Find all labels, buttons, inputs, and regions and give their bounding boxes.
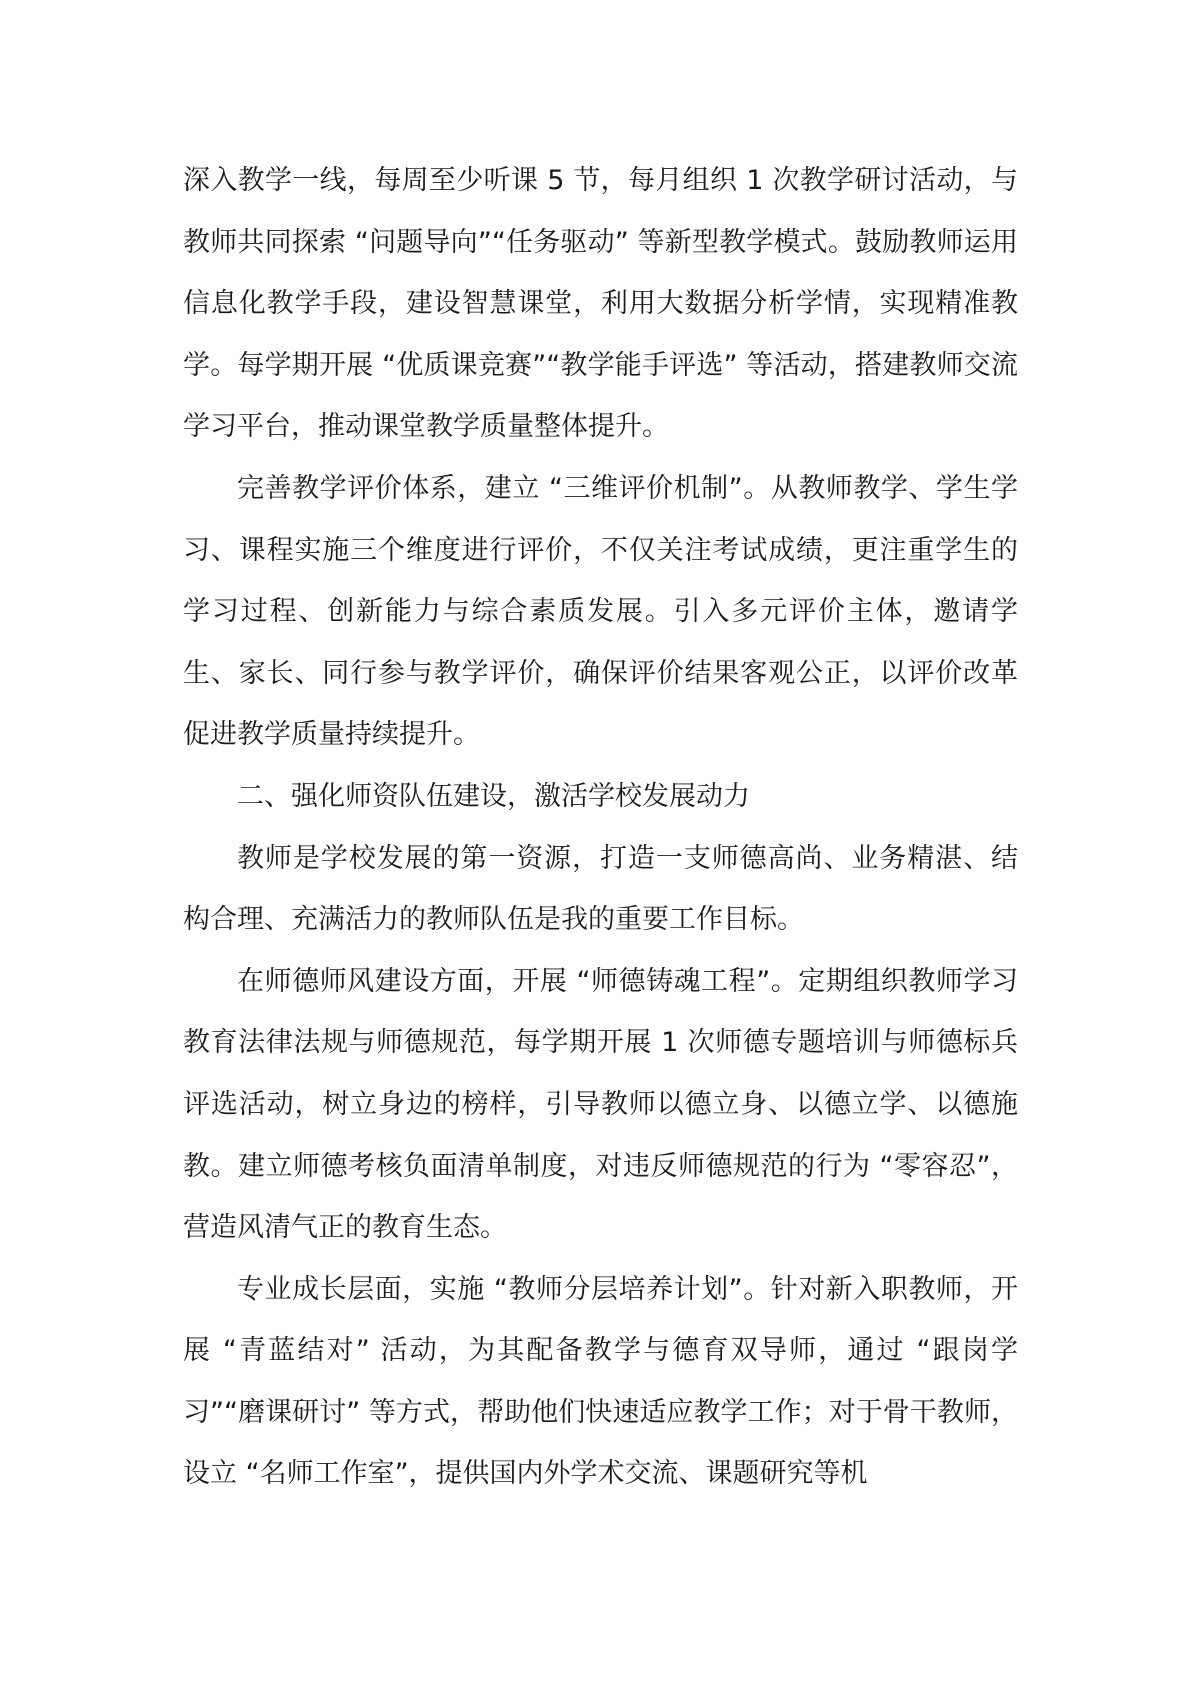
section-heading-teacher-team: 二、强化师资队伍建设，激活学校发展动力: [237, 780, 750, 812]
paragraph-continuation: 深入教学一线，每周至少听课 5 节，每月组织 1 次教学研讨活动，与教师共同探索 “问题导向”“任务驱动” 等新型教学模式。鼓励教师运用信息化教学手段，建设智慧课堂，利用大数据分析学情，实现精准教学。每学期开展 “优质课竞赛”“教学能手评选” 等活动，搭建教师交流学习平台，推动课堂教学质量整体提升。: [183, 165, 1018, 443]
paragraph-evaluation-system: 完善教学评价体系，建立 “三维评价机制”。从教师教学、学生学习、课程实施三个维度进行评价，不仅关注考试成绩，更注重学生的学习过程、创新能力与综合素质发展。引入多元评价主体，邀请学生、家长、同行参与教学评价，确保评价结果客观公正，以评价改革促进教学质量持续提升。: [183, 472, 1018, 751]
document-body: [183, 150, 1018, 1505]
paragraph-teacher-ethics: 在师德师风建设方面，开展 “师德铸魂工程”。定期组织教师学习教育法律法规与师德规范，每学期开展 1 次师德专题培训与师德标兵评选活动，树立身边的榜样，引导教师以德立身、以德立学、以德施教。建立师德考核负面清单制度，对违反师德规范的行为 “零容忍”，营造风清气正的教育生态。: [183, 965, 1018, 1244]
paragraph-professional-growth: 专业成长层面，实施 “教师分层培养计划”。针对新入职教师，开展 “青蓝结对” 活动，为其配备教学与德育双导师，通过 “跟岗学习”“磨课研讨” 等方式，帮助他们快速适应教学工作；对于骨干教师，设立 “名师工作室”，提供国内外学术交流、课题研究等机: [183, 1273, 1018, 1490]
paragraph-teacher-resource: 教师是学校发展的第一资源，打造一支师德高尚、业务精湛、结构合理、充满活力的教师队伍是我的重要工作目标。: [183, 842, 1018, 936]
